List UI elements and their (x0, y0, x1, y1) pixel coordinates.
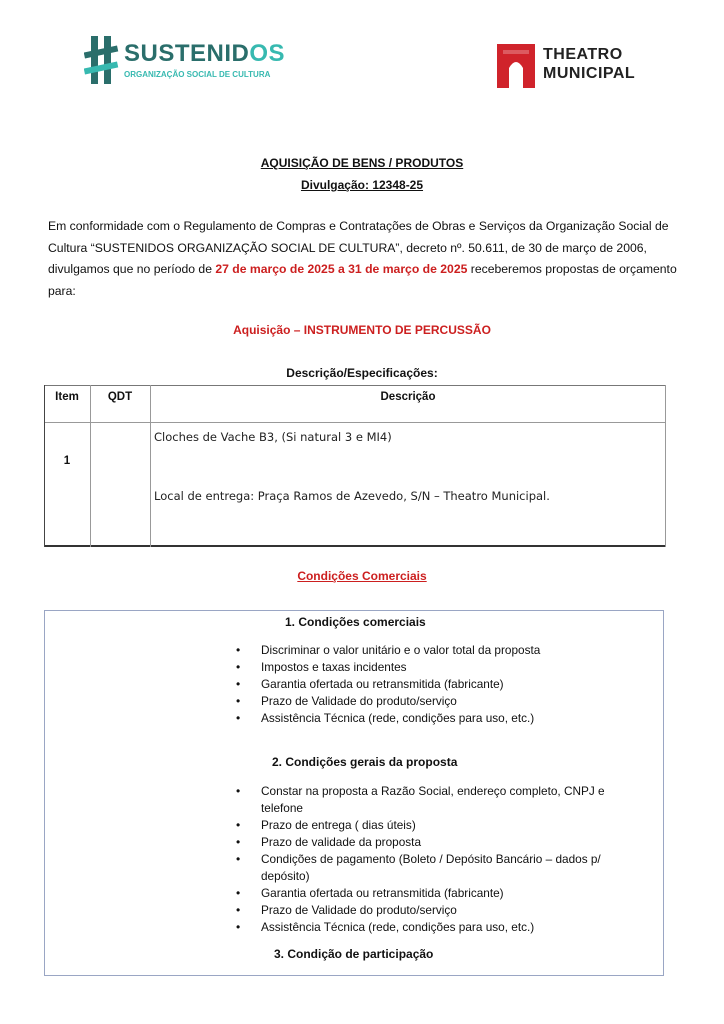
list-item: • Prazo de entrega ( dias úteis) (236, 817, 641, 834)
theatre-arch-icon (497, 44, 535, 88)
list-item: • Impostos e taxas incidentes (236, 659, 656, 676)
table-row-description-line2: Local de entrega: Praça Ramos de Azevedo, S/N – Theatro Municipal. (154, 489, 550, 503)
commercial-conditions-list (236, 642, 656, 727)
list-item: • Assistência Técnica (rede, condições para uso, etc.) (236, 919, 641, 936)
list-item: • Discriminar o valor unitário e o valor total da proposta (236, 642, 656, 659)
list-item: • Prazo de validade da proposta (236, 834, 641, 851)
theatro-municipal-logo (497, 44, 667, 90)
disclosure-number: Divulgação: 12348-25 (300, 178, 424, 192)
intro-text-start: Em conformidade com o Regulamento de Compras e Contratações de Obras e Serviços da Organização Social de Cultura “SUSTENIDOS ORGANIZAÇÃO SOCIAL DE CULTURA”, decreto nº. 50.611, de 30 de março de 2006, divulgamos que no período de (48, 219, 669, 276)
commercial-conditions-title: Condições Comerciais (297, 569, 427, 583)
proposal-period: 27 de março de 2025 a 31 de março de 2025 (215, 262, 468, 276)
document-title: AQUISIÇÃO DE BENS / PRODUTOS (260, 156, 464, 170)
sustenidos-wordmark: SUSTENIDOS (124, 40, 286, 67)
municipal-label: MUNICIPAL (543, 65, 636, 82)
list-item: • Prazo de Validade do produto/serviço (236, 693, 656, 710)
list-item: • Constar na proposta a Razão Social, endereço completo, CNPJ e telefone (236, 783, 641, 817)
items-table (44, 385, 666, 547)
hash-logo-icon (84, 34, 120, 86)
sustenidos-tagline: ORGANIZAÇÃO SOCIAL DE CULTURA (124, 70, 271, 79)
column-header-qty: QDT (107, 391, 133, 403)
section-commercial-conditions: 1. Condições comerciais (285, 615, 426, 629)
intro-text-end: receberemos propostas de orçamento para: (48, 262, 677, 298)
acquisition-heading: Aquisição – INSTRUMENTO DE PERCUSSÃO (233, 323, 491, 337)
intro-paragraph (48, 216, 678, 302)
list-item: • Garantia ofertada ou retransmitida (fabricante) (236, 885, 641, 902)
column-header-description: Descrição (380, 391, 436, 403)
conditions-box (44, 610, 664, 976)
spec-title: Descrição/Especificações: (286, 366, 438, 380)
list-item: • Prazo de Validade do produto/serviço (236, 902, 641, 919)
column-header-item: Item (55, 391, 79, 403)
general-conditions-list (236, 783, 641, 936)
section-general-conditions: 2. Condições gerais da proposta (272, 755, 458, 769)
theatro-label: THEATRO (543, 46, 623, 63)
table-row-description-line1: Cloches de Vache B3, (Si natural 3 e MI4) (154, 430, 392, 444)
sustenidos-logo (84, 34, 286, 86)
list-item: • Assistência Técnica (rede, condições para uso, etc.) (236, 710, 656, 727)
list-item: • Garantia ofertada ou retransmitida (fabricante) (236, 676, 656, 693)
table-row-item-number: 1 (63, 455, 71, 467)
section-participation-condition: 3. Condição de participação (274, 947, 434, 961)
list-item: • Condições de pagamento (Boleto / Depósito Bancário – dados p/ depósito) (236, 851, 641, 885)
